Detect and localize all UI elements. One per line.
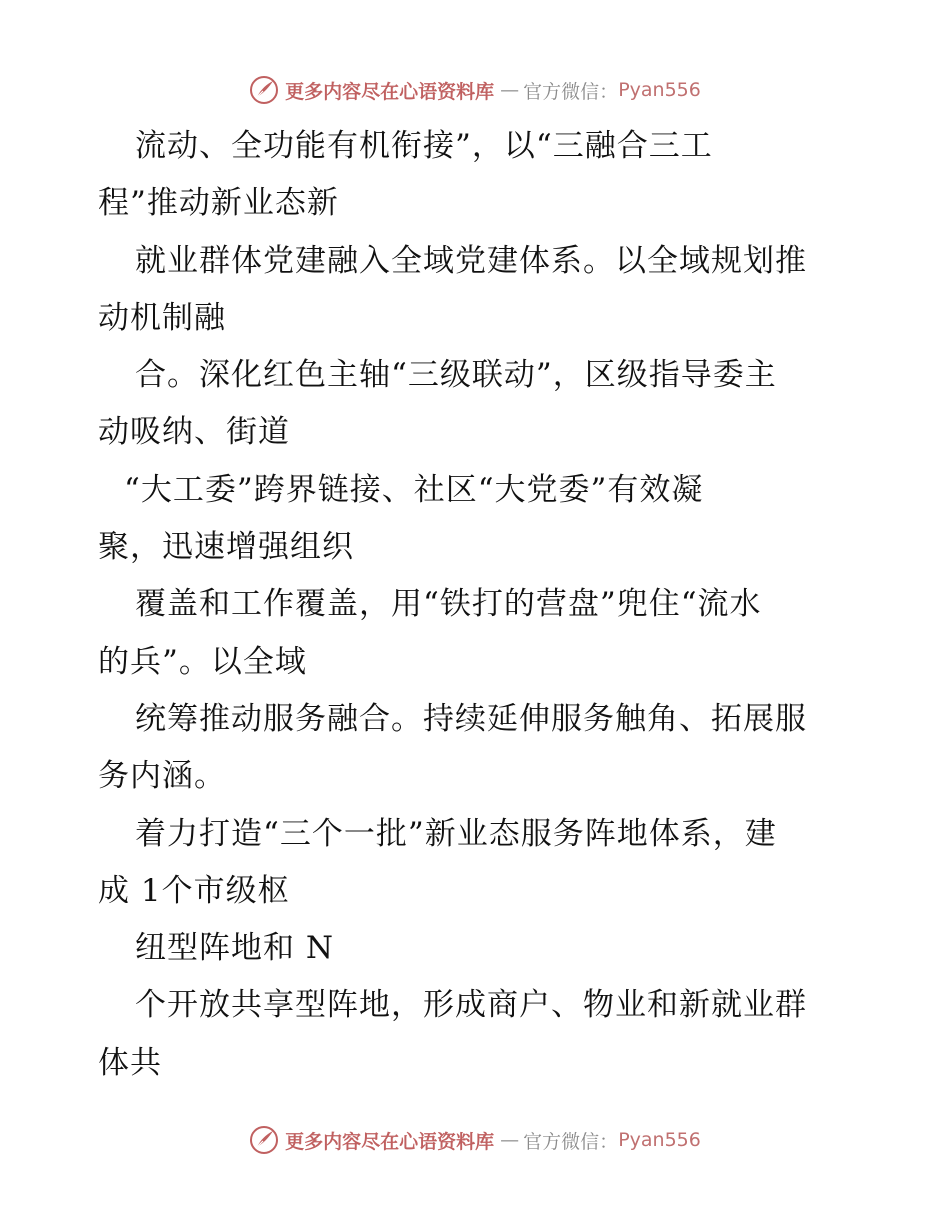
text-line: 流动、全功能有机衔接”，以“三融合三工: [135, 128, 713, 164]
text-line: 就业群体党建融入全域党建体系。以全域规划推: [135, 242, 807, 279]
watermark-label: 官方微信：: [523, 1130, 619, 1153]
text-line: 着力打造“三个一批”新业态服务阵地体系，建: [135, 815, 777, 852]
watermark-wechat-id: Pyan556: [618, 79, 701, 101]
feather-pen-icon: [249, 75, 279, 105]
text-line: 务内涵。: [98, 758, 226, 795]
document-body: [98, 118, 858, 1092]
text-line: 个开放共享型阵地，形成商户、物业和新就业群: [135, 987, 807, 1024]
text-line: 覆盖和工作覆盖，用“铁打的营盘”兜住“流水: [135, 586, 762, 623]
text-line: 程”推动新业态新: [98, 185, 339, 222]
footer-watermark: [0, 1120, 950, 1160]
watermark-brand: 更多内容尽在心语资料库: [285, 1130, 495, 1153]
text-line: 成 1个市级枢: [98, 872, 290, 909]
watermark-separator: —: [500, 1129, 520, 1151]
watermark-brand: 更多内容尽在心语资料库: [285, 80, 495, 103]
header-watermark: [0, 70, 950, 110]
text-line: 动吸纳、街道: [98, 414, 290, 451]
text-line: 纽型阵地和 N: [135, 930, 334, 967]
feather-pen-icon: [249, 1125, 279, 1155]
text-line: “大工委”跨界链接、社区“大党委”有效凝: [124, 471, 704, 508]
text-line: 体共: [98, 1044, 162, 1081]
watermark-label: 官方微信：: [523, 80, 619, 103]
text-line: 动机制融: [98, 299, 226, 336]
watermark-separator: —: [500, 79, 520, 101]
text-line: 聚，迅速增强组织: [98, 529, 354, 566]
text-line: 统筹推动服务融合。持续延伸服务触角、拓展服: [135, 700, 807, 737]
watermark-wechat-id: Pyan556: [618, 1129, 701, 1151]
text-line: 的兵”。以全域: [98, 643, 307, 680]
text-line: 合。深化红色主轴“三级联动”，区级指导委主: [135, 357, 777, 394]
